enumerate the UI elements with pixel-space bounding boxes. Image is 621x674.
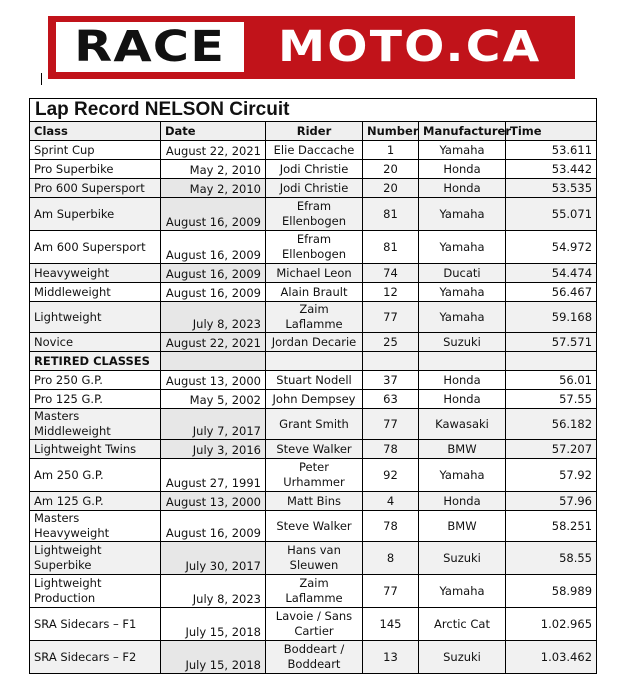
cell-date: August 13, 2000 bbox=[161, 492, 266, 511]
cell-time: 58.55 bbox=[506, 542, 597, 575]
cell-date: August 16, 2009 bbox=[161, 198, 266, 231]
cell-time: 57.55 bbox=[506, 390, 597, 409]
cell-rider: Jodi Christie bbox=[266, 160, 363, 179]
cell-time: 56.467 bbox=[506, 283, 597, 302]
cell-time: 54.972 bbox=[506, 231, 597, 264]
cell-class: Masters Middleweight bbox=[30, 409, 161, 440]
cell-time: 57.96 bbox=[506, 492, 597, 511]
cell-rider: Efram Ellenbogen bbox=[266, 198, 363, 231]
cell-number: 25 bbox=[363, 333, 419, 352]
cell-class: Novice bbox=[30, 333, 161, 352]
table-row bbox=[30, 440, 597, 459]
cell-date: August 16, 2009 bbox=[161, 283, 266, 302]
cell-time: 57.92 bbox=[506, 459, 597, 492]
header-time: Time bbox=[506, 122, 597, 141]
cell-number: 78 bbox=[363, 511, 419, 542]
cell-class: Lightweight Twins bbox=[30, 440, 161, 459]
cell-number: 63 bbox=[363, 390, 419, 409]
cell-manufacturer: BMW bbox=[419, 440, 506, 459]
cell-class: SRA Sidecars – F2 bbox=[30, 641, 161, 674]
cell-number: 13 bbox=[363, 641, 419, 674]
cell-rider: Jordan Decarie bbox=[266, 333, 363, 352]
header-manufacturer: Manufacturer bbox=[419, 122, 506, 141]
table-row bbox=[30, 160, 597, 179]
cell-manufacturer: Suzuki bbox=[419, 641, 506, 674]
table-row bbox=[30, 302, 597, 333]
table-row bbox=[30, 575, 597, 608]
cell-manufacturer: Arctic Cat bbox=[419, 608, 506, 641]
cell-manufacturer: Honda bbox=[419, 371, 506, 390]
cell-class: Am 250 G.P. bbox=[30, 459, 161, 492]
cell-number: 20 bbox=[363, 160, 419, 179]
header-date: Date bbox=[161, 122, 266, 141]
cell-time: 56.01 bbox=[506, 371, 597, 390]
table-row bbox=[30, 608, 597, 641]
logo-moto-block bbox=[253, 22, 567, 72]
logo-race-block bbox=[56, 22, 244, 72]
cell-class: Lightweight Superbike bbox=[30, 542, 161, 575]
cell-manufacturer: Yamaha bbox=[419, 283, 506, 302]
table-row bbox=[30, 333, 597, 352]
cell-number: 77 bbox=[363, 302, 419, 333]
cell-manufacturer: Honda bbox=[419, 492, 506, 511]
cell-number: 77 bbox=[363, 409, 419, 440]
table-row bbox=[30, 283, 597, 302]
cell-rider: Michael Leon bbox=[266, 264, 363, 283]
cell-time: 59.168 bbox=[506, 302, 597, 333]
cell-time: 53.442 bbox=[506, 160, 597, 179]
cell-time: 53.535 bbox=[506, 179, 597, 198]
cell-date: July 7, 2017 bbox=[161, 409, 266, 440]
cell-manufacturer: Yamaha bbox=[419, 231, 506, 264]
table-row bbox=[30, 231, 597, 264]
cell-manufacturer: Yamaha bbox=[419, 575, 506, 608]
cell-date: August 22, 2021 bbox=[161, 141, 266, 160]
cell-number: 81 bbox=[363, 198, 419, 231]
text-cursor bbox=[41, 73, 42, 85]
cell-date: July 15, 2018 bbox=[161, 641, 266, 674]
cell-number: 145 bbox=[363, 608, 419, 641]
cell-number: 77 bbox=[363, 575, 419, 608]
cell-rider: Elie Daccache bbox=[266, 141, 363, 160]
cell-time: 1.02.965 bbox=[506, 608, 597, 641]
cell-date: August 13, 2000 bbox=[161, 371, 266, 390]
cell-rider: Jodi Christie bbox=[266, 179, 363, 198]
cell-date: May 2, 2010 bbox=[161, 160, 266, 179]
cell-date bbox=[161, 352, 266, 371]
cell-date: August 22, 2021 bbox=[161, 333, 266, 352]
cell-date: August 27, 1991 bbox=[161, 459, 266, 492]
logo-race-text: RACE bbox=[74, 22, 226, 72]
cell-number: 20 bbox=[363, 179, 419, 198]
cell-time: 54.474 bbox=[506, 264, 597, 283]
header-class: Class bbox=[30, 122, 161, 141]
cell-date: July 15, 2018 bbox=[161, 608, 266, 641]
table-row bbox=[30, 371, 597, 390]
cell-manufacturer: BMW bbox=[419, 511, 506, 542]
cell-number: 78 bbox=[363, 440, 419, 459]
cell-rider: John Dempsey bbox=[266, 390, 363, 409]
cell-class: SRA Sidecars – F1 bbox=[30, 608, 161, 641]
cell-class: Masters Heavyweight bbox=[30, 511, 161, 542]
cell-number: 92 bbox=[363, 459, 419, 492]
cell-class: Pro Superbike bbox=[30, 160, 161, 179]
cell-rider: Steve Walker bbox=[266, 440, 363, 459]
table-row bbox=[30, 409, 597, 440]
cell-rider: Steve Walker bbox=[266, 511, 363, 542]
cell-rider: Stuart Nodell bbox=[266, 371, 363, 390]
racemoto-logo bbox=[48, 16, 575, 79]
cell-class: Pro 125 G.P. bbox=[30, 390, 161, 409]
cell-manufacturer bbox=[419, 352, 506, 371]
cell-manufacturer: Honda bbox=[419, 390, 506, 409]
cell-manufacturer: Kawasaki bbox=[419, 409, 506, 440]
cell-time bbox=[506, 352, 597, 371]
cell-date: July 8, 2023 bbox=[161, 302, 266, 333]
cell-rider: Boddeart / Boddeart bbox=[266, 641, 363, 674]
cell-class: Pro 250 G.P. bbox=[30, 371, 161, 390]
header-rider: Rider bbox=[266, 122, 363, 141]
cell-manufacturer: Honda bbox=[419, 179, 506, 198]
cell-date: July 3, 2016 bbox=[161, 440, 266, 459]
cell-time: 58.989 bbox=[506, 575, 597, 608]
cell-rider: Zaim Laflamme bbox=[266, 302, 363, 333]
table-row bbox=[30, 492, 597, 511]
cell-class: Middleweight bbox=[30, 283, 161, 302]
cell-rider: Matt Bins bbox=[266, 492, 363, 511]
cell-time: 57.207 bbox=[506, 440, 597, 459]
cell-number: 74 bbox=[363, 264, 419, 283]
header-row bbox=[30, 122, 597, 141]
cell-class: RETIRED CLASSES bbox=[30, 352, 161, 371]
cell-class: Am Superbike bbox=[30, 198, 161, 231]
cell-number: 4 bbox=[363, 492, 419, 511]
cell-number: 81 bbox=[363, 231, 419, 264]
table-row bbox=[30, 352, 597, 371]
table-row bbox=[30, 511, 597, 542]
cell-date: August 16, 2009 bbox=[161, 231, 266, 264]
cell-date: July 30, 2017 bbox=[161, 542, 266, 575]
cell-manufacturer: Ducati bbox=[419, 264, 506, 283]
cell-number: 8 bbox=[363, 542, 419, 575]
cell-manufacturer: Suzuki bbox=[419, 542, 506, 575]
cell-class: Lightweight bbox=[30, 302, 161, 333]
cell-time: 1.03.462 bbox=[506, 641, 597, 674]
cell-time: 56.182 bbox=[506, 409, 597, 440]
cell-rider: Peter Urhammer bbox=[266, 459, 363, 492]
cell-number bbox=[363, 352, 419, 371]
cell-rider: Grant Smith bbox=[266, 409, 363, 440]
header-number: Number bbox=[363, 122, 419, 141]
cell-class: Heavyweight bbox=[30, 264, 161, 283]
logo-moto-text: MOTO.CA bbox=[278, 22, 542, 72]
cell-number: 37 bbox=[363, 371, 419, 390]
cell-class: Sprint Cup bbox=[30, 141, 161, 160]
table-title: Lap Record NELSON Circuit bbox=[30, 99, 597, 122]
cell-date: May 2, 2010 bbox=[161, 179, 266, 198]
cell-number: 12 bbox=[363, 283, 419, 302]
cell-date: May 5, 2002 bbox=[161, 390, 266, 409]
cell-time: 57.571 bbox=[506, 333, 597, 352]
cell-time: 53.611 bbox=[506, 141, 597, 160]
table-row bbox=[30, 390, 597, 409]
cell-rider: Efram Ellenbogen bbox=[266, 231, 363, 264]
cell-class: Am 600 Supersport bbox=[30, 231, 161, 264]
cell-rider: Zaim Laflamme bbox=[266, 575, 363, 608]
cell-rider bbox=[266, 352, 363, 371]
table-row bbox=[30, 141, 597, 160]
cell-manufacturer: Yamaha bbox=[419, 141, 506, 160]
cell-rider: Alain Brault bbox=[266, 283, 363, 302]
cell-manufacturer: Yamaha bbox=[419, 198, 506, 231]
cell-date: August 16, 2009 bbox=[161, 511, 266, 542]
table-row bbox=[30, 542, 597, 575]
table-row bbox=[30, 179, 597, 198]
cell-class: Pro 600 Supersport bbox=[30, 179, 161, 198]
cell-class: Am 125 G.P. bbox=[30, 492, 161, 511]
cell-time: 58.251 bbox=[506, 511, 597, 542]
cell-manufacturer: Yamaha bbox=[419, 302, 506, 333]
table-row bbox=[30, 641, 597, 674]
cell-date: August 16, 2009 bbox=[161, 264, 266, 283]
cell-manufacturer: Honda bbox=[419, 160, 506, 179]
cell-manufacturer: Suzuki bbox=[419, 333, 506, 352]
cell-manufacturer: Yamaha bbox=[419, 459, 506, 492]
lap-record-table bbox=[29, 98, 597, 674]
table-row bbox=[30, 459, 597, 492]
cell-time: 55.071 bbox=[506, 198, 597, 231]
table-row bbox=[30, 198, 597, 231]
cell-number: 1 bbox=[363, 141, 419, 160]
cell-date: July 8, 2023 bbox=[161, 575, 266, 608]
cell-rider: Lavoie / Sans Cartier bbox=[266, 608, 363, 641]
cell-rider: Hans van Sleuwen bbox=[266, 542, 363, 575]
cell-class: Lightweight Production bbox=[30, 575, 161, 608]
table-row bbox=[30, 264, 597, 283]
